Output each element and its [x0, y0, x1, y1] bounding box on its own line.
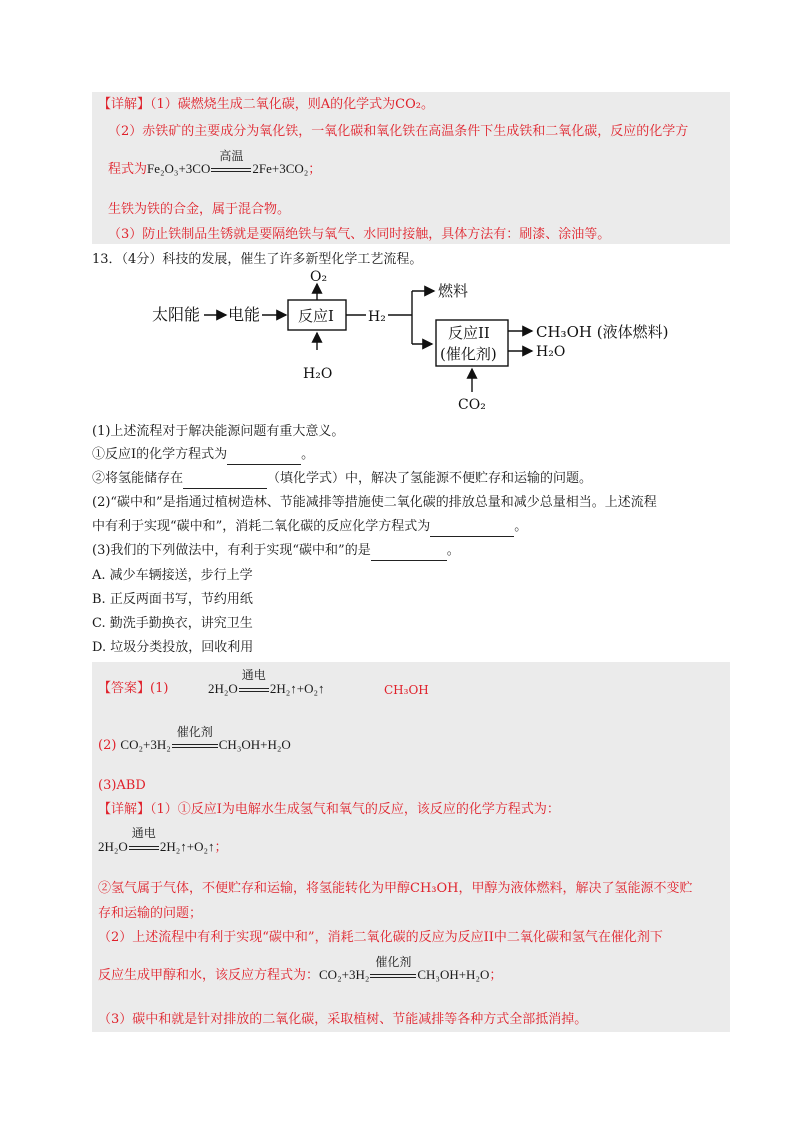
process-flow-diagram: [140, 266, 700, 416]
detail-3-eq-condition-text: 催化剂: [375, 955, 412, 969]
q13-q1b-blank[interactable]: [183, 470, 267, 489]
label-o2: O₂: [310, 269, 328, 285]
label-reaction2-line1: 反应II: [448, 324, 490, 342]
q13-q3-end: 。: [446, 543, 460, 558]
q12-eq-condition-text: 高温: [219, 149, 244, 163]
answer-2-eq-condition-text: 催化剂: [176, 725, 213, 739]
q12-detail-p2-line2: [108, 149, 322, 179]
detail-3-eq-left: CO₂+3H₂: [319, 967, 370, 982]
q13-q1b: [92, 470, 592, 489]
q13-q2-text: 中有利于实现“碳中和”，消耗二氧化碳的反应化学方程式为: [92, 519, 431, 534]
answer-tag: 【答案】: [98, 681, 151, 696]
q13-q1-intro: (1)上述流程对于解决能源问题有重大意义。: [92, 424, 345, 439]
answer-1-equation: [208, 668, 325, 698]
label-co2-in: CO₂: [458, 397, 486, 413]
option-c: C. 勤洗手勤换衣，讲究卫生: [92, 616, 253, 631]
label-reaction2-line2: (催化剂): [440, 345, 497, 363]
answer-1-num: (1): [150, 681, 169, 696]
q13-score: （4分）: [121, 252, 163, 267]
detail-2-line2: 存和运输的问题；: [98, 906, 203, 921]
detail-1-eq-condition: [129, 826, 159, 856]
detail-3-eq-right: CH₃OH+H₂O: [417, 967, 490, 982]
detail-1-eq-condition-text: 通电: [131, 826, 156, 840]
q13-q2-line2: [92, 518, 527, 537]
detail-1-eq-left: 2H₂O: [98, 839, 128, 854]
q12-detail-p1-text: （1）碳燃烧生成二氧化碳，则A的化学式为CO₂。: [150, 97, 434, 112]
label-reaction1: 反应I: [298, 307, 334, 325]
label-h2o-in: H₂O: [303, 366, 333, 382]
option-d: D. 垃圾分类投放，回收利用: [92, 640, 254, 655]
answer-1-eq-left: 2H₂O: [208, 681, 238, 696]
detail-1-text: （1）①反应I为电解水生成氢气和氧气的反应，该反应的化学方程式为：: [150, 802, 560, 817]
option-a: A. 减少车辆接送，步行上学: [92, 568, 253, 583]
q13-q1a-end: 。: [301, 447, 315, 462]
q12-eq-left: Fe₂O₃+3CO: [147, 161, 211, 176]
q13-q3-blank[interactable]: [371, 542, 447, 561]
detail-3-line2: [98, 955, 503, 985]
detail-3-eq-condition: [370, 955, 416, 985]
answer-2: [98, 725, 291, 755]
q12-eq-right: 2Fe+3CO₂: [252, 161, 309, 176]
q12-detail-p2-line3: 生铁为铁的合金，属于混合物。: [108, 202, 291, 217]
q12-eq-condition: [211, 149, 251, 179]
label-fuel: 燃料: [438, 282, 469, 300]
detail-tag: 【详解】: [98, 97, 151, 112]
q13-q2-blank[interactable]: [430, 518, 514, 537]
answer-2-eq-left: CO₂+3H₂: [120, 737, 171, 752]
q12-eq-prefix: 程式为: [108, 162, 148, 177]
q13-stem-text: 科技的发展，催生了许多新型化学工艺流程。: [162, 252, 423, 267]
label-ch3oh: CH₃OH (液体燃料): [536, 323, 669, 341]
detail-1-equation: [98, 826, 228, 856]
q12-eq-end: ；: [308, 162, 322, 177]
answer-2-eq-condition: [172, 725, 218, 755]
answer-2-eq-right: CH₃OH+H₂O: [218, 737, 291, 752]
q13-q1b-text: ②将氢能储存在: [92, 471, 184, 486]
answer-1-eq-right: 2H₂↑+O₂↑: [269, 681, 325, 696]
answer-1-eq-condition-text: 通电: [241, 668, 266, 682]
q13-q1a-blank[interactable]: [227, 446, 301, 465]
label-electric: 电能: [228, 305, 261, 324]
label-solar: 太阳能: [152, 305, 201, 324]
answer-2-num: (2): [98, 738, 117, 753]
detail-4: （3）碳中和就是针对排放的二氧化碳，采取植树、节能减排等各种方式全部抵消掉。: [98, 1012, 588, 1027]
detail-1-eq-right: 2H₂↑+O₂↑: [159, 839, 215, 854]
q12-detail-p1: [98, 96, 434, 114]
detail-1: [98, 801, 560, 819]
detail-3-line1: （2）上述流程中有利于实现“碳中和”，消耗二氧化碳的反应为反应II中二氧化碳和氢气在催化剂下: [98, 930, 663, 945]
q13-number: 13．: [92, 252, 122, 267]
label-h2: H₂: [368, 309, 386, 325]
detail-tag-2: 【详解】: [98, 802, 151, 817]
option-b: B. 正反两面书写，节约用纸: [92, 592, 253, 607]
detail-1-eq-end: ；: [214, 839, 228, 854]
detail-3-eq-end: ；: [489, 968, 503, 983]
q13-q1a: [92, 446, 314, 465]
q13-q2-end: 。: [514, 519, 528, 534]
answer-1: [98, 680, 168, 698]
q13-q2-line1: (2)“碳中和”是指通过植树造林、节能减排等措施使二氧化碳的排放总量和减少总量相当。上述流程: [92, 495, 657, 510]
q13-q3-text: (3)我们的下列做法中，有利于实现“碳中和”的是: [92, 543, 371, 558]
q13-q3: [92, 542, 460, 561]
q13-q1b-rest: （填化学式）中，解决了氢能源不便贮存和运输的问题。: [267, 471, 593, 486]
label-h2o-out: H₂O: [536, 344, 566, 360]
answer-1-second: CH₃OH: [384, 683, 429, 697]
detail-2-line1: ②氢气属于气体，不便贮存和运输，将氢能转化为甲醇CH₃OH，甲醇为液体燃料，解决了氢能源不变贮: [98, 881, 693, 896]
q12-detail-p2-line1: （2）赤铁矿的主要成分为氧化铁，一氧化碳和氧化铁在高温条件下生成铁和二氧化碳，反应的化学方: [108, 124, 689, 139]
detail-3-prefix: 反应生成甲醇和水，该反应方程式为：: [98, 968, 320, 983]
answer-3: (3)ABD: [98, 778, 146, 793]
answer-1-eq-condition: [239, 668, 269, 698]
q12-detail-p3: （3）防止铁制品生锈就是要隔绝铁与氧气、水同时接触，具体方法有：刷漆、涂油等。: [108, 227, 611, 242]
q13-q1a-text: ①反应I的化学方程式为: [92, 447, 228, 462]
